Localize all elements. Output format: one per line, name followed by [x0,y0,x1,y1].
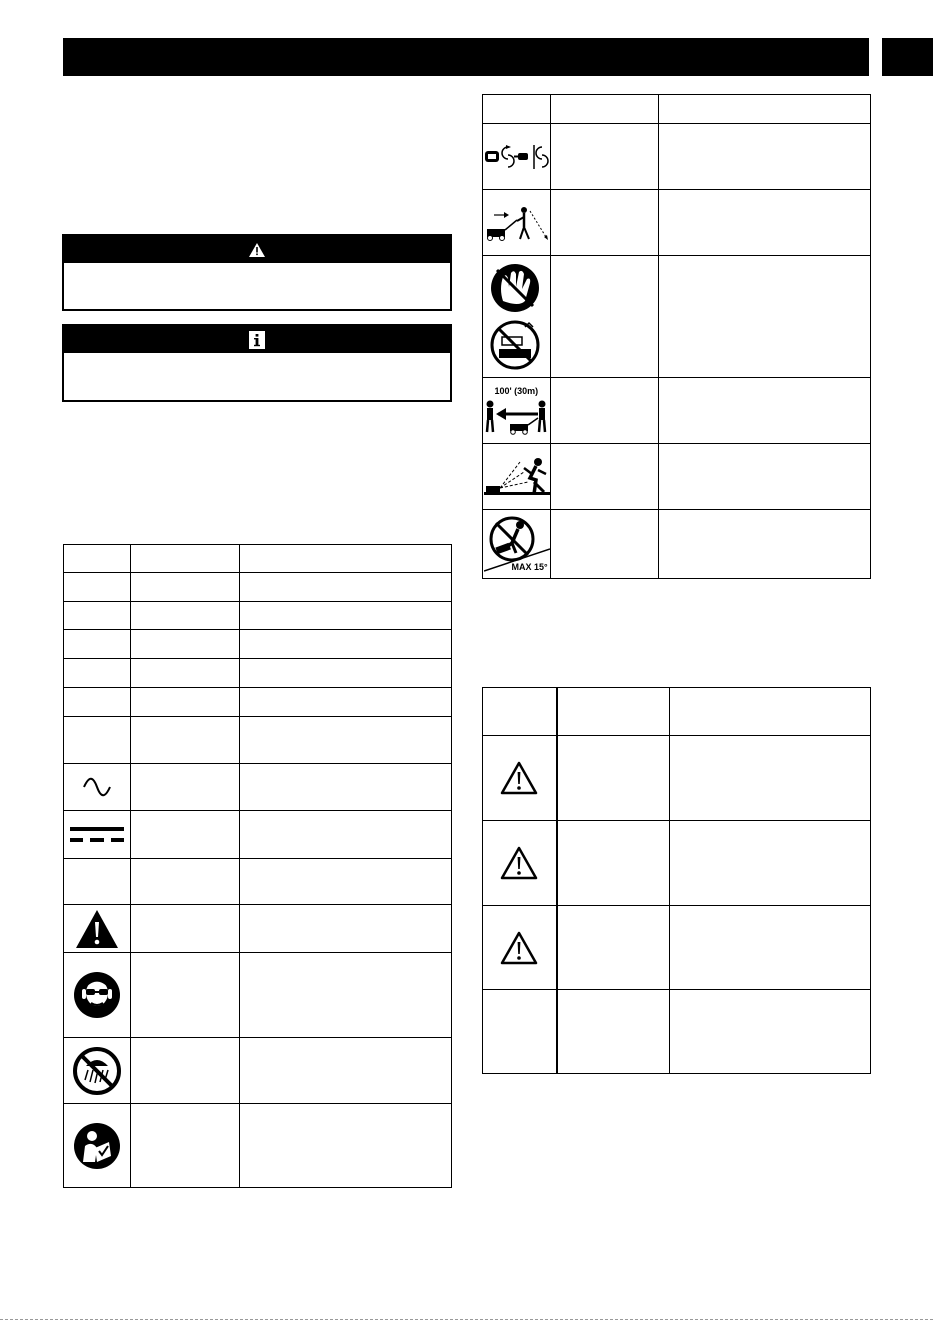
symbols-table-right [482,94,871,579]
table-row [483,124,871,190]
table-row [483,444,871,510]
read-manual-icon [73,1122,121,1170]
table-row [483,256,871,378]
table-row [64,688,452,717]
table-row [483,510,871,579]
symbols-table-left [63,544,452,1188]
ac-sine-icon [82,777,112,797]
table-row [483,688,871,736]
table-row [483,821,871,906]
page-tab [882,38,933,76]
table-row [64,545,452,573]
header-bar [63,38,869,76]
table-row [483,190,871,256]
table-row [64,717,452,764]
table-row [64,859,452,905]
table-row [483,378,871,444]
page-bleed-line [0,1318,933,1320]
table-row [64,953,452,1038]
hand-blade-hazard-icon [489,261,545,373]
warning-box [62,234,452,311]
no-rain-icon [72,1046,122,1096]
info-icon [249,331,265,349]
table-row [64,573,452,602]
signal-word-table [482,687,871,1074]
info-box-header [64,326,450,353]
thrown-objects-icon [484,452,550,502]
table-row [483,906,871,990]
table-row [64,659,452,688]
dc-current-icon [70,825,124,845]
slope-label: MAX 15° [511,562,548,572]
bystander-distance-icon [484,386,550,436]
distance-label: 100' (30m) [494,385,539,396]
alert-triangle-icon [500,846,538,880]
table-row [64,630,452,659]
table-row [483,990,871,1074]
eye-ear-protection-icon [73,971,121,1019]
table-row [483,95,871,124]
table-row [64,811,452,859]
mowing-direction-icon [484,203,550,243]
info-box [62,324,452,402]
table-row [64,764,452,811]
alert-triangle-icon [500,931,538,965]
table-row [64,1038,452,1104]
alert-triangle-icon [500,761,538,795]
table-row [64,905,452,953]
warning-box-header [64,236,450,263]
key-removal-icon [484,139,550,175]
table-row [64,602,452,630]
warning-icon [249,243,265,257]
table-row [483,736,871,821]
table-row [64,1104,452,1188]
warning-triangle-icon [75,909,119,949]
